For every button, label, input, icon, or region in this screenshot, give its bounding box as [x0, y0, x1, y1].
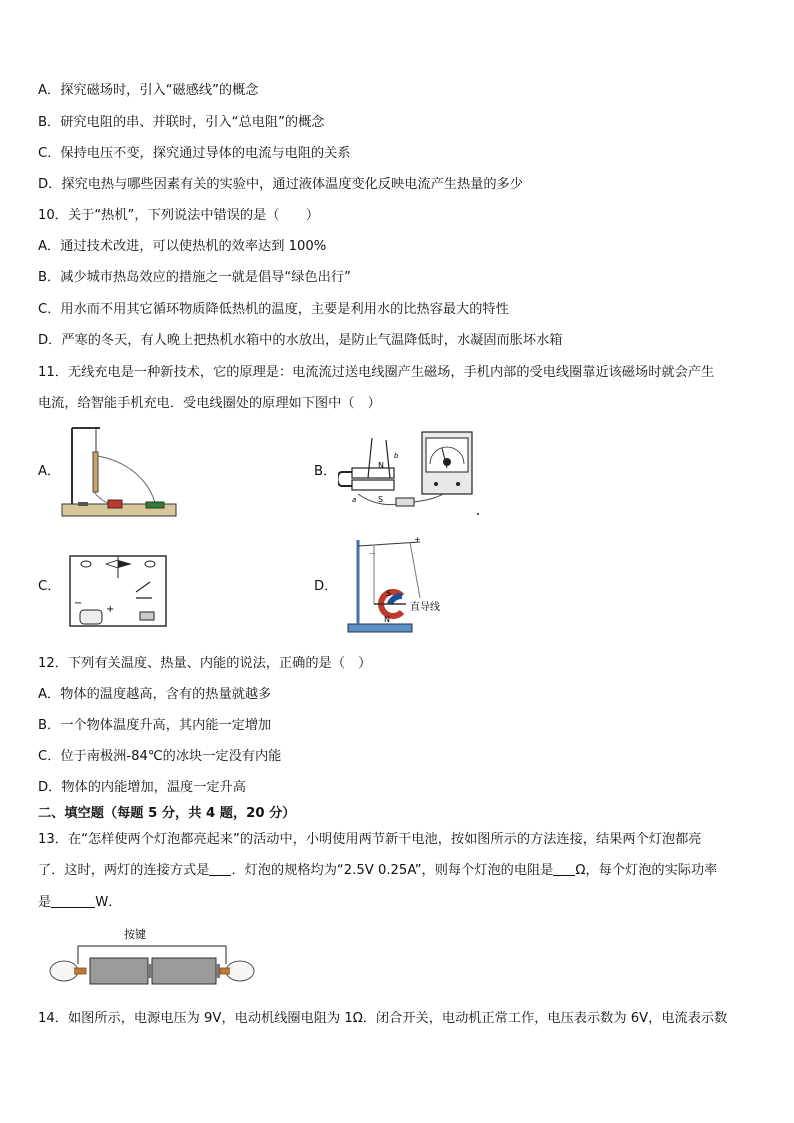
q9-option-a: A．探究磁场时，引入“磁感线”的概念	[38, 83, 259, 98]
q11-option-d-label: D．	[314, 579, 338, 594]
q11-figure-d	[344, 534, 452, 636]
fig-d-plus-label: +	[414, 535, 421, 544]
q9-option-d: D．探究电热与哪些因素有关的实验中，通过液体温度变化反映电流产生热量的多少	[38, 177, 523, 192]
q11-figure-c	[66, 552, 170, 632]
q11-option-a-label: A．	[38, 464, 61, 479]
svg-text:+: +	[106, 604, 115, 615]
q13-blank-resistance[interactable]	[553, 862, 575, 876]
q10-stem: 10．关于“热机”，下列说法中错误的是（ ）	[38, 208, 320, 223]
q13-fig-button-label: 按键	[124, 928, 146, 941]
fig-b-a-label: a	[352, 496, 357, 504]
q9-option-b: B．研究电阻的串、并联时，引入“总电阻”的概念	[38, 115, 325, 130]
q11-figure-b	[338, 428, 484, 520]
q13-line3-part1: 是	[38, 895, 52, 910]
q12-option-c: C．位于南极洲-84℃的冰块一定没有内能	[38, 749, 282, 764]
q12-option-a: A．物体的温度越高，含有的热量就越多	[38, 687, 272, 702]
q12-stem: 12．下列有关温度、热量、内能的说法，正确的是（ ）	[38, 656, 372, 671]
q10-option-c: C．用水而不用其它循环物质降低热机的温度，主要是利用水的比热容最大的特性	[38, 302, 509, 317]
q13-line2-part1: 了．这时，两灯的连接方式是	[38, 863, 210, 878]
q13-line2	[38, 862, 717, 880]
svg-text:−: −	[74, 598, 83, 609]
q13-line3	[38, 894, 121, 912]
fig-b-s-label: S	[378, 495, 384, 504]
q12-option-b: B．一个物体温度升高，其内能一定增加	[38, 718, 272, 733]
fig-d-n-label: N	[384, 615, 390, 624]
q12-option-d: D．物体的内能增加，温度一定升高	[38, 780, 246, 795]
q13-blank-connection[interactable]	[209, 862, 231, 876]
fig-d-s-label: S	[386, 589, 392, 598]
q13-line3-part2: W．	[95, 895, 122, 910]
section-fill-in-title: 二、填空题（每题 5 分，共 4 题，20 分）	[38, 806, 296, 821]
q10-option-a: A．通过技术改进，可以使热机的效率达到 100%	[38, 239, 327, 254]
q11-stem-line2: 电流，给智能手机充电．受电线圈处的原理如下图中（ ）	[38, 396, 381, 411]
fig-b-b-label: b	[394, 452, 399, 460]
q10-option-d: D．严寒的冬天，有人晚上把热机水箱中的水放出，是防止气温降低时，水凝固而胀坏水箱	[38, 333, 563, 348]
q11-figure-a	[60, 422, 178, 520]
q11-option-c-label: C．	[38, 579, 61, 594]
q13-line2-part3: Ω，每个灯泡的实际功率	[575, 863, 718, 878]
q13-blank-power[interactable]	[51, 894, 95, 908]
q13-line1: 13．在“怎样使两个灯泡都亮起来”的活动中，小明使用两节新干电池，按如图所示的方法连接，结果两个灯泡都亮	[38, 832, 702, 847]
fig-d-minus-label: －	[368, 549, 376, 558]
q11-stem-line1: 11．无线充电是一种新技术，它的原理是：电流流过送电线圈产生磁场，手机内部的受电线圈靠近该磁场时就会产生	[38, 365, 715, 380]
q14-line1: 14．如图所示，电源电压为 9V，电动机线圈电阻为 1Ω．闭合开关，电动机正常工作，电压表示数为 6V，电流表示数	[38, 1011, 728, 1026]
q10-option-b: B．减少城市热岛效应的措施之一就是倡导“绿色出行”	[38, 270, 351, 285]
q11-option-b-label: B．	[314, 464, 337, 479]
fig-d-wire-label: 直导线	[410, 602, 440, 613]
fig-b-n-label: N	[378, 461, 384, 470]
q9-option-c: C．保持电压不变，探究通过导体的电流与电阻的关系	[38, 146, 351, 161]
q13-battery-figure	[44, 924, 258, 990]
q13-line2-part2: ．灯泡的规格均为“2.5V 0.25A”，则每个灯泡的电阻是	[231, 863, 554, 878]
